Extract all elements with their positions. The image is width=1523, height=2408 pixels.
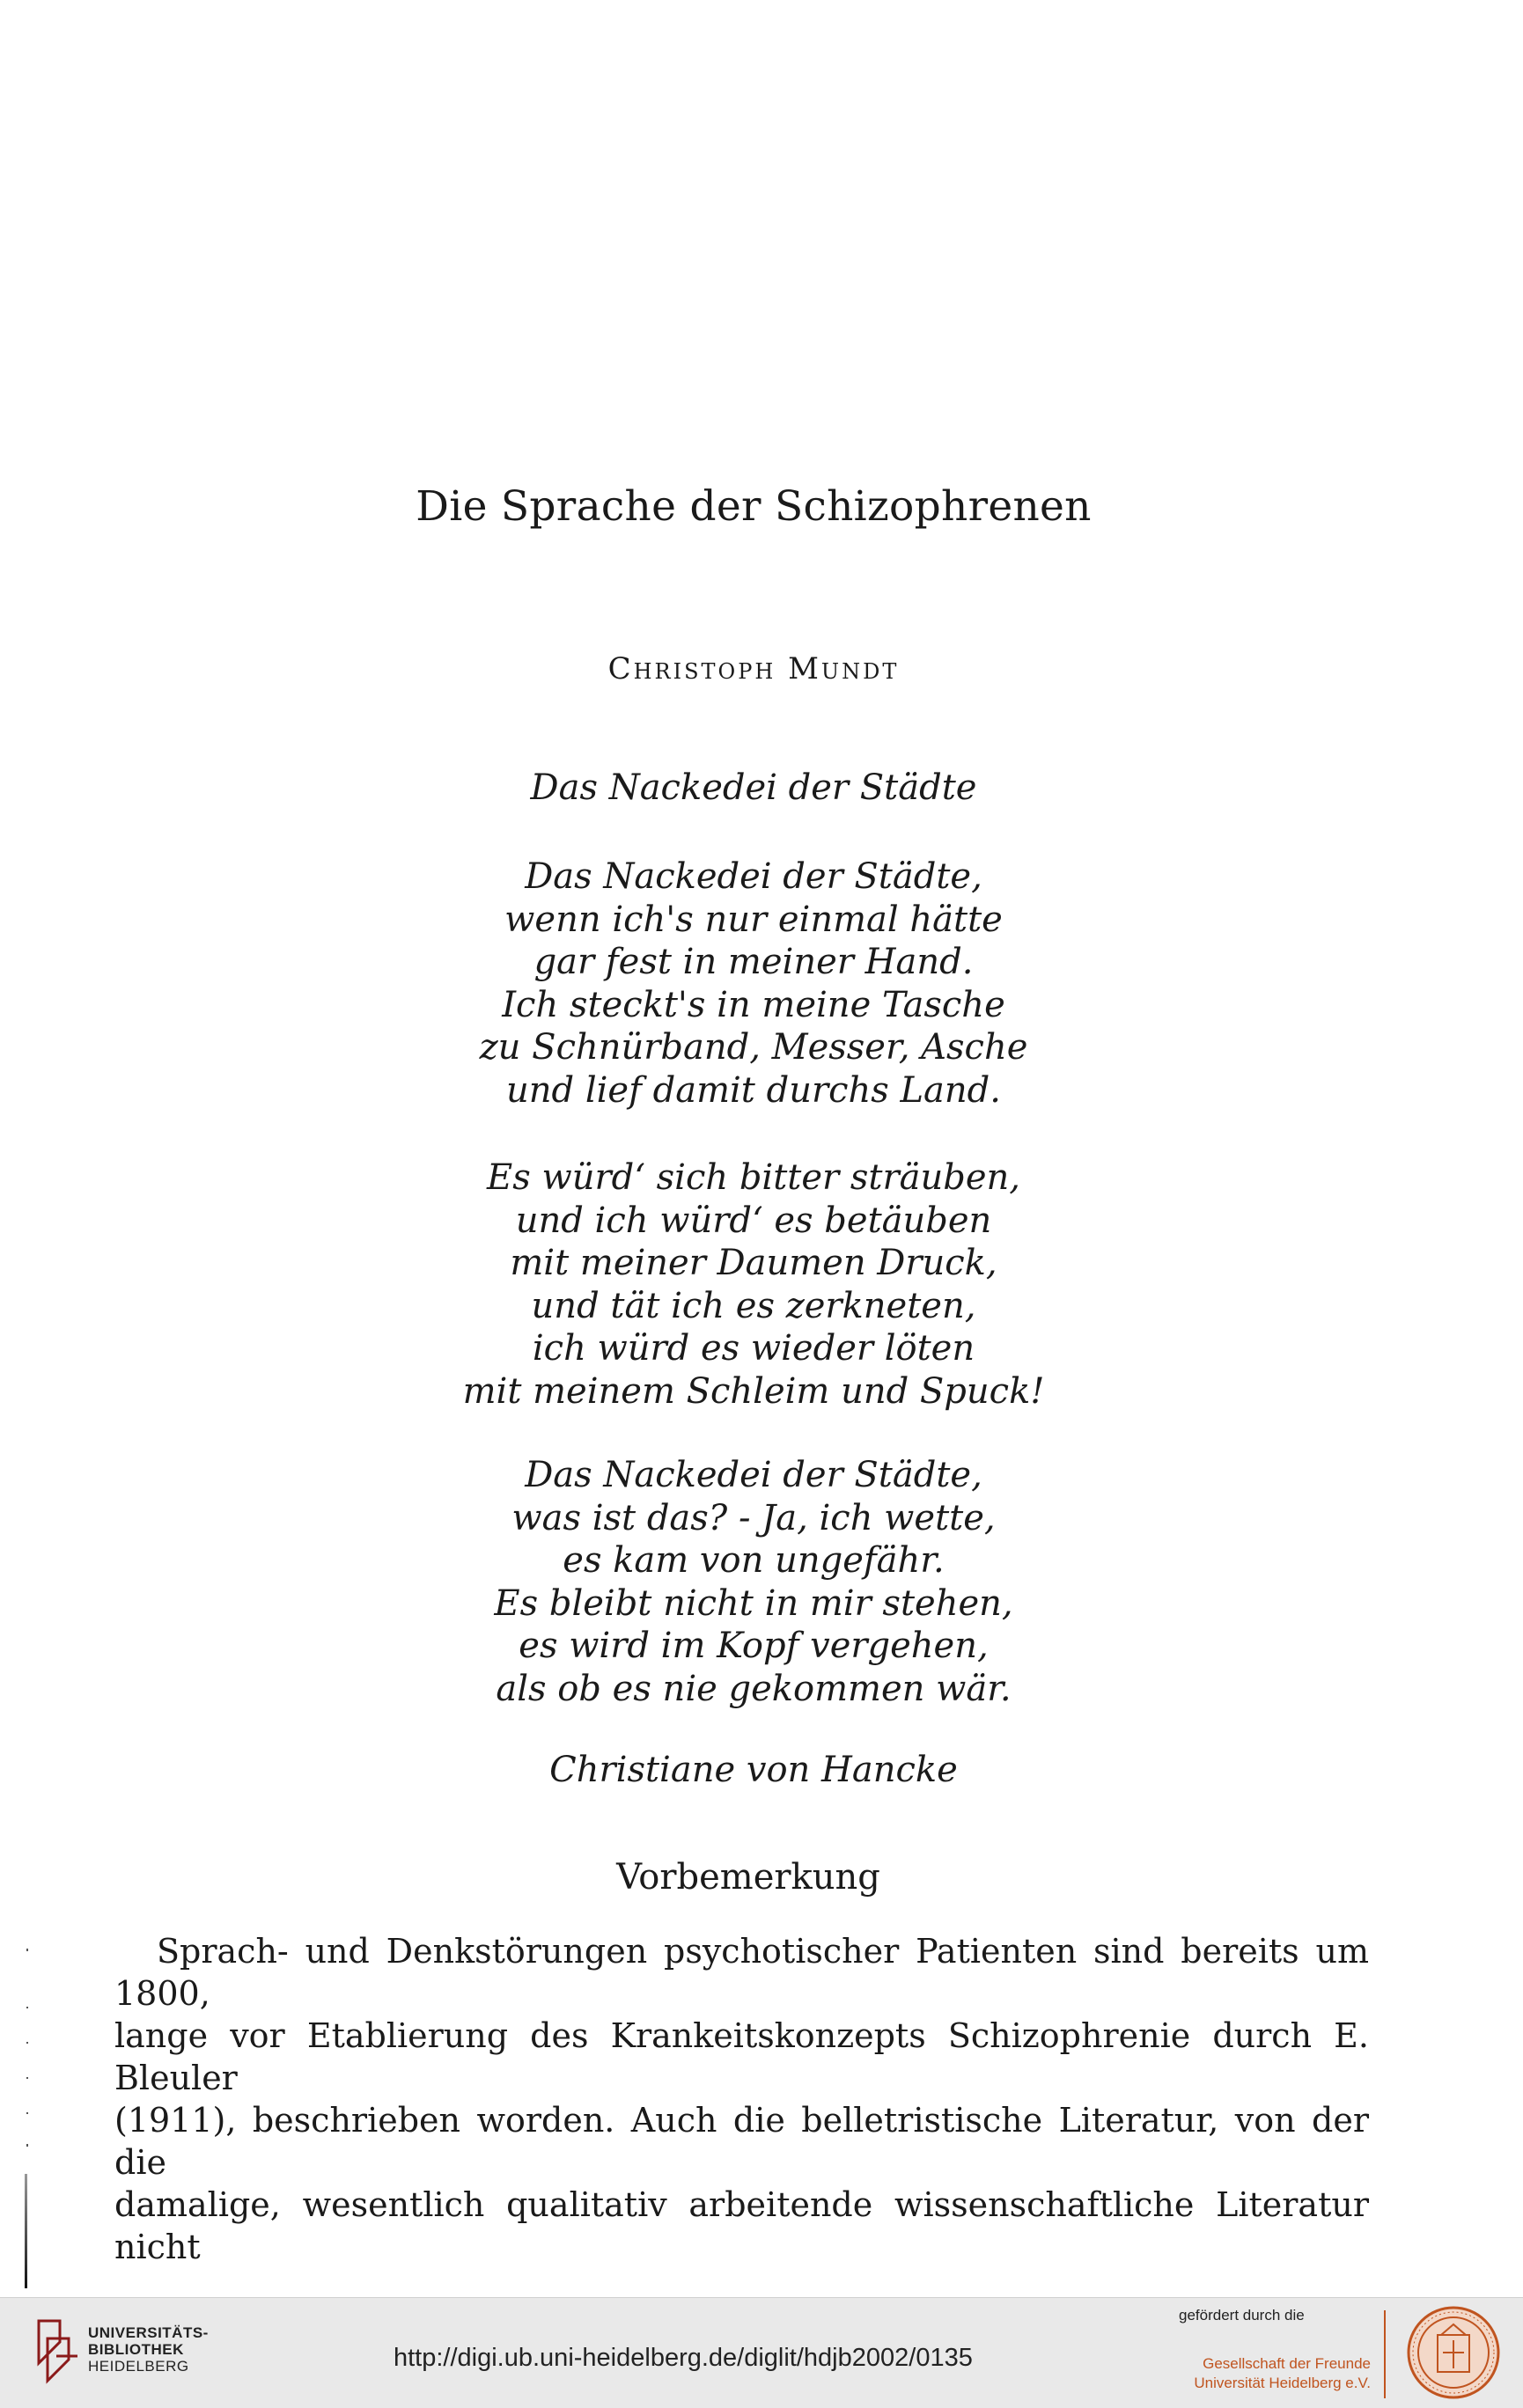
funded-by-label: gefördert durch die (1179, 2307, 1305, 2324)
library-name-line: UNIVERSITÄTS- (88, 2324, 209, 2341)
footer-divider (1384, 2310, 1386, 2398)
scan-edge-shadow (25, 2174, 27, 2288)
poem-line: Das Nackedei der Städte, (525, 1455, 982, 1495)
poem-line: mit meiner Daumen Druck, (510, 1243, 997, 1283)
poem-line: wenn ich's nur einmal hätte (504, 899, 1003, 940)
poem-stanza-1 (0, 855, 1507, 1112)
paragraph-line: damalige, wesentlich qualitativ arbeitende wissenschaftliche Literatur nicht (114, 2185, 1369, 2266)
poem-line: gar fest in meiner Hand. (533, 942, 974, 982)
paragraph-line: lange vor Etablierung des Krankeitskonzepts Schizophrenie durch E. Bleuler (114, 2016, 1369, 2097)
poem-line: es wird im Kopf vergehen, (519, 1626, 989, 1666)
paragraph-line: (1911), beschrieben worden. Auch die belletristische Literatur, von der die (114, 2101, 1369, 2182)
poem-line: es kam von ungefähr. (563, 1540, 945, 1581)
body-paragraph (114, 1930, 1369, 2268)
poem-title: Das Nackedei der Städte (530, 767, 977, 808)
poem-line: und lief damit durchs Land. (506, 1069, 1001, 1111)
university-library-logo-icon (30, 2316, 85, 2386)
poem-stanza-2 (0, 1156, 1507, 1413)
section-heading: Vorbemerkung (616, 1857, 880, 1898)
society-name-line: Gesellschaft der Freunde (1203, 2355, 1371, 2372)
poem-stanza-3 (0, 1454, 1507, 1710)
article-author: Christoph Mundt (607, 651, 900, 686)
library-name-line: BIBLIOTHEK (88, 2341, 184, 2358)
poem-author: Christiane von Hancke (549, 1750, 958, 1790)
poem-line: und tät ich es zerkneten, (531, 1285, 976, 1326)
society-name-line: Universität Heidelberg e.V. (1194, 2375, 1371, 2391)
paragraph-line: Sprach- und Denkstörungen psychotischer Patienten sind bereits um 1800, (114, 1932, 1369, 2013)
poem-line: mit meinem Schleim und Spuck! (462, 1370, 1045, 1412)
poem-line: zu Schnürband, Messer, Asche (479, 1027, 1028, 1068)
poem-line: was ist das? - Ja, ich wette, (511, 1497, 996, 1538)
university-library-name (88, 2324, 209, 2375)
poem-line: ich würd es wieder löten (532, 1328, 975, 1369)
poem-line: Das Nackedei der Städte, (525, 856, 982, 897)
university-seal-icon (1406, 2305, 1501, 2400)
sponsor-society-name (1186, 2354, 1371, 2393)
permalink-url[interactable]: http://digi.ub.uni-heidelberg.de/diglit/hdjb2002/0135 (394, 2344, 973, 2372)
poem-line: Ich steckt's in meine Tasche (502, 984, 1005, 1025)
library-name-line: HEIDELBERG (88, 2358, 189, 2375)
article-title: Die Sprache der Schizophrenen (416, 482, 1092, 531)
viewer-footer (0, 2297, 1523, 2408)
poem-line: Es bleibt nicht in mir stehen, (494, 1582, 1013, 1624)
poem-line: und ich würd‘ es betäuben (515, 1200, 992, 1241)
poem-line: als ob es nie gekommen wär. (496, 1668, 1012, 1709)
poem-line: Es würd‘ sich bitter sträuben, (487, 1157, 1020, 1198)
